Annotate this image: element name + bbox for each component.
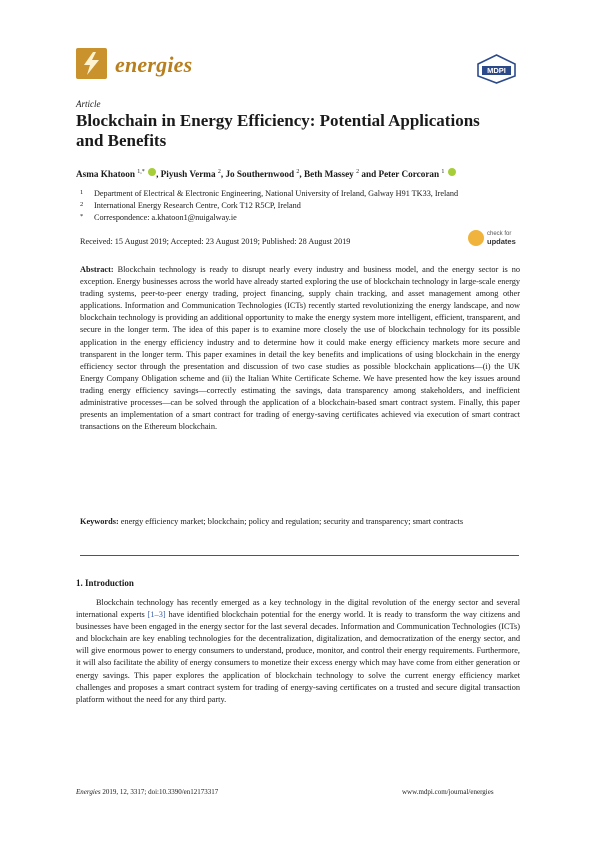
- journal-logo: [76, 48, 107, 79]
- correspondence: [80, 211, 237, 224]
- author-list: Asma Khatoon $^{1,*}$ , Piyush Verma $^2$, Jo Southernwood $^2$, Beth Massey $^2$ and Peter Corcoran $^1$: [76, 168, 546, 179]
- affiliation-text: Department of Electrical & Electronic Engineering, National University of Ireland, Galway H91 TK33, Ireland: [94, 189, 459, 198]
- section-heading: 1. Introduction: [76, 578, 134, 588]
- author-name[interactable]: Peter Corcoran: [378, 169, 440, 179]
- author-affil-mark: 2: [356, 168, 360, 175]
- affiliation-text: International Energy Research Centre, Cork T12 R5CP, Ireland: [94, 201, 301, 210]
- keywords-text: energy efficiency market; blockchain; policy and regulation; security and transparency; smart contracts: [120, 517, 464, 526]
- introduction-paragraph: [76, 597, 520, 706]
- article-title: Blockchain in Energy Efficiency: Potential Applications and Benefits: [76, 111, 480, 150]
- author-name[interactable]: Beth Massey: [304, 169, 354, 179]
- author-affil-mark: 2: [296, 168, 300, 175]
- author-affil-mark: 1: [441, 168, 445, 175]
- affiliation-mark: 1: [80, 189, 84, 196]
- keywords-label: Keywords:: [80, 517, 119, 526]
- abstract-text: Blockchain technology is ready to disrupt nearly every industry and business model, and the energy sector is no exception. Energy businesses across the world have already started exploring the use of blockchain technology in large-scale energy trading systems, peer-to-peer energy trading, project financing, supply chain tracking, and asset management among other applications. Information and Communication Technologies (ICTs) recently started revolutionizing the energy landscape, and now blockchain technology is providing an additional opportunity to make the energy system more intelligent, efficient, transparent, and secure in the longer term. The idea of this paper is to examine more closely the use of blockchain technology for its possible application in the energy efficiency industry and to determine how it could make energy efficiency markets more secure and transparent in the longer term. This paper examines in detail the key benefits and implications of using blockchain in the energy efficiency sector through the presentation and discussion of two case studies as possible blockchain applications—(i) the UK Energy Company Obligation scheme and (ii) the Italian White Certificate Scheme. We have presented how the key issues around trading energy efficiency savings—correctly estimating the savings, data transparency among stakeholders, and inefficient administrative processes—can be solved through the application of a blockchain-based smart contract system. Finally, this paper presents an implementation of a smart contract for trading of energy-saving certificates achieved via execution of smart contract transactions on the Ethereum blockchain.: [80, 265, 520, 432]
- section-divider: [80, 555, 519, 556]
- author-name[interactable]: Piyush Verma: [160, 169, 216, 179]
- orcid-icon[interactable]: [448, 168, 456, 176]
- check-updates-icon: [468, 230, 484, 246]
- publication-dates: Received: 15 August 2019; Accepted: 23 August 2019; Published: 28 August 2019: [80, 237, 351, 246]
- check-for-updates-badge[interactable]: [468, 228, 528, 248]
- journal-name[interactable]: energies: [115, 52, 193, 77]
- intro-text-part2: have identified blockchain potential for the energy world. It is ready to transform the way citizens and businesses have been engaged in the energy sector for the last several decades. Information and Communication Technologies (ICTs) and blockchain are key enabling technologies for the decentralization, digitalization, and democratization of the energy sector, and will give enormous power to energy consumers to understand, produce, monitor, and control their energy requirements. Furthermore, it will also facilitate the ability of energy consumers to monetize their excess energy which may have come from either generation or energy savings. This paper explores the application of blockchain technology to solve the current energy efficiency market challenges and proposes a smart contract system for trading of energy-saving certificates on a trusted and secure digital transaction platform without the need for any third party.: [76, 610, 520, 704]
- abstract: [80, 264, 520, 433]
- author-affil-mark: 2: [217, 168, 221, 175]
- author-affil-mark: 1,*: [137, 168, 145, 175]
- check-updates-line1: check for: [487, 231, 512, 237]
- citation-link[interactable]: [1–3]: [147, 610, 166, 620]
- mdpi-logo[interactable]: [475, 54, 518, 84]
- check-updates-line2: updates: [487, 237, 516, 246]
- orcid-icon[interactable]: [148, 168, 156, 176]
- lightning-bolt-icon: [76, 48, 107, 79]
- article-type: Article: [76, 99, 101, 109]
- affiliation-mark: *: [80, 213, 84, 220]
- keywords: [80, 516, 520, 528]
- footer-citation: [76, 788, 218, 796]
- author-name[interactable]: Jo Southernwood: [225, 169, 295, 179]
- author-name[interactable]: Asma Khatoon: [76, 169, 135, 179]
- footer-url[interactable]: www.mdpi.com/journal/energies: [402, 788, 494, 796]
- footer-doi[interactable]: 2019, 12, 3317; doi:10.3390/en12173317: [100, 788, 219, 796]
- publisher-name: MDPI: [487, 66, 506, 75]
- footer-journal: Energies: [76, 788, 101, 796]
- correspondence-text[interactable]: Correspondence: a.khatoon1@nuigalway.ie: [94, 213, 237, 222]
- abstract-label: Abstract:: [80, 265, 114, 274]
- affiliation-mark: 2: [80, 201, 84, 208]
- intro-text-part1: Blockchain technology has recently emerged as a key technology in the digital revolution of the energy sector and several international experts: [76, 598, 520, 620]
